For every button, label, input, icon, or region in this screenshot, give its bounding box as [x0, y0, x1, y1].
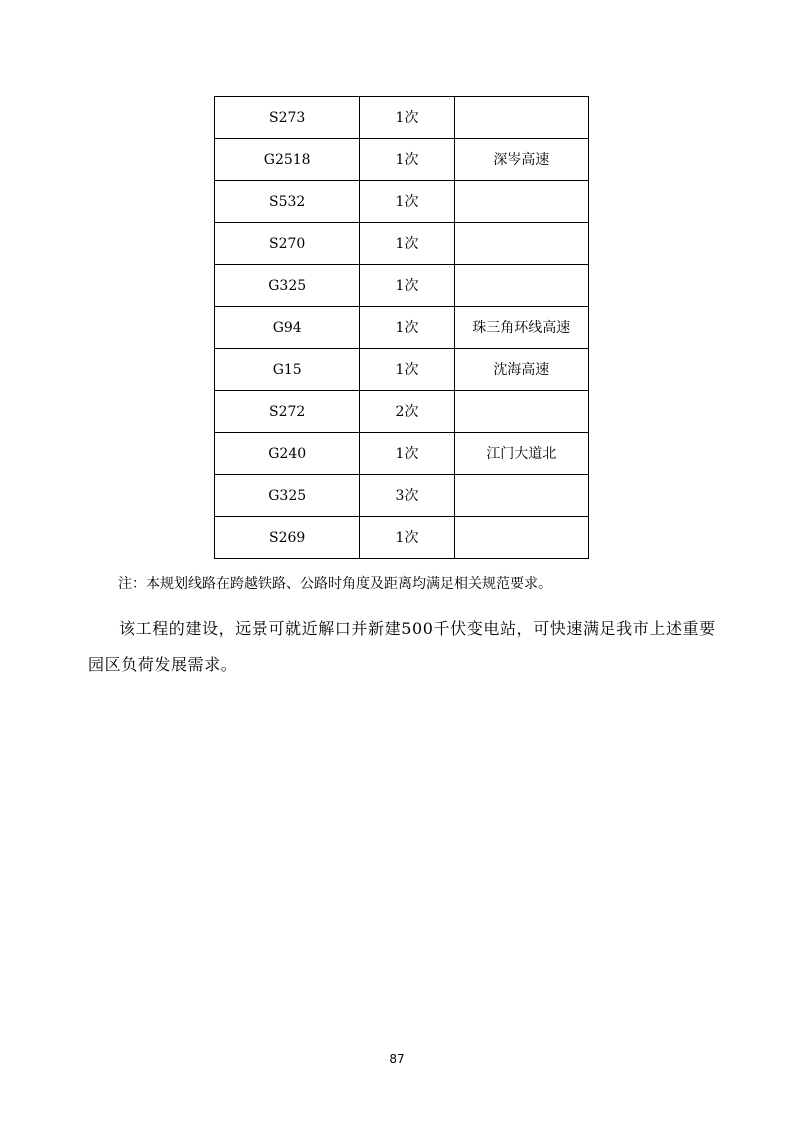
- page-number: 87: [389, 1052, 405, 1066]
- table-note: 注：本规划线路在跨越铁路、公路时角度及距离均满足相关规范要求。: [118, 576, 552, 592]
- road-code-cell: S532: [215, 181, 360, 223]
- crossing-count-cell: 1次: [360, 181, 454, 223]
- road-name-cell: [454, 181, 588, 223]
- road-name-cell: [454, 223, 588, 265]
- crossing-table: [214, 96, 589, 559]
- road-code-cell: G15: [215, 349, 360, 391]
- table-row: [215, 181, 589, 223]
- table-row: [215, 265, 589, 307]
- crossing-count-cell: 1次: [360, 223, 454, 265]
- road-name-cell: 江门大道北: [454, 433, 588, 475]
- table-row: [215, 97, 589, 139]
- road-name-cell: [454, 391, 588, 433]
- crossing-count-cell: 1次: [360, 265, 454, 307]
- road-code-cell: G94: [215, 307, 360, 349]
- table-row: [215, 433, 589, 475]
- crossing-count-cell: 1次: [360, 139, 454, 181]
- table-row: [215, 475, 589, 517]
- crossing-count-cell: 1次: [360, 349, 454, 391]
- road-name-cell: [454, 265, 588, 307]
- road-name-cell: 深岑高速: [454, 139, 588, 181]
- table-row: [215, 391, 589, 433]
- table-row: [215, 223, 589, 265]
- crossing-count-cell: 1次: [360, 433, 454, 475]
- crossing-count-cell: 3次: [360, 475, 454, 517]
- body-paragraph: 该工程的建设，远景可就近解口并新建500千伏变电站，可快速满足我市上述重要园区负荷发展需求。: [88, 619, 716, 674]
- table-row: [215, 307, 589, 349]
- table-row: [215, 139, 589, 181]
- road-name-cell: 沈海高速: [454, 349, 588, 391]
- road-code-cell: S269: [215, 517, 360, 559]
- road-name-cell: 珠三角环线高速: [454, 307, 588, 349]
- road-code-cell: G325: [215, 475, 360, 517]
- road-code-cell: G2518: [215, 139, 360, 181]
- road-name-cell: [454, 97, 588, 139]
- road-code-cell: S270: [215, 223, 360, 265]
- road-code-cell: G325: [215, 265, 360, 307]
- road-code-cell: S272: [215, 391, 360, 433]
- crossing-count-cell: 1次: [360, 307, 454, 349]
- road-code-cell: S273: [215, 97, 360, 139]
- table-row: [215, 517, 589, 559]
- road-name-cell: [454, 517, 588, 559]
- crossing-count-cell: 1次: [360, 97, 454, 139]
- road-code-cell: G240: [215, 433, 360, 475]
- crossing-count-cell: 1次: [360, 517, 454, 559]
- road-name-cell: [454, 475, 588, 517]
- table-row: [215, 349, 589, 391]
- crossing-count-cell: 2次: [360, 391, 454, 433]
